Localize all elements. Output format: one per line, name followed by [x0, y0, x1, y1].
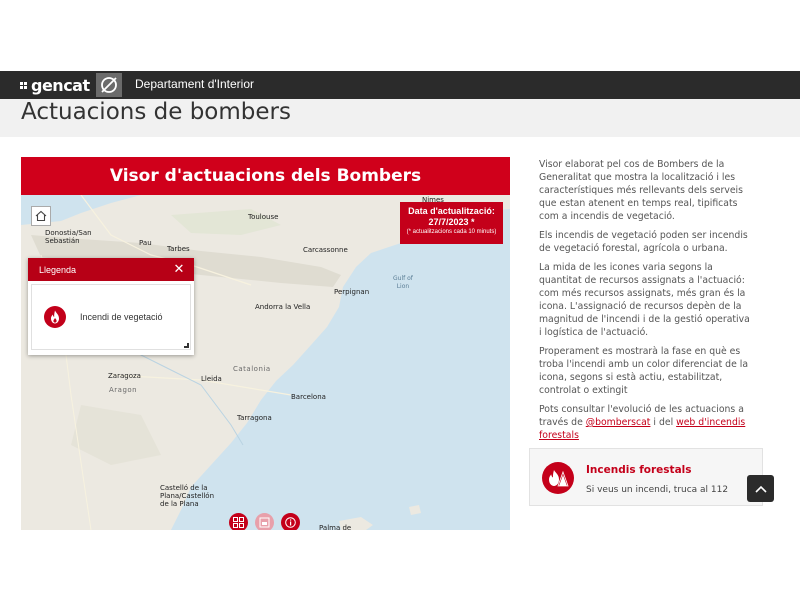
map-label-tarragona: Tarragona	[237, 414, 272, 422]
update-date-box	[400, 202, 503, 244]
description-paragraph-2: Els incendis de vegetació poden ser incendis de vegetació forestal, agrícola o urbana.	[539, 230, 748, 254]
bomberscat-link[interactable]: @bomberscat	[585, 417, 651, 428]
map-label-tarbes: Tarbes	[167, 245, 190, 253]
description-p5-mid: i del	[650, 417, 677, 428]
forest-fires-subtitle: Si veus un incendi, truca al 112	[586, 485, 729, 495]
map-label-barcelona: Barcelona	[291, 393, 326, 401]
description-paragraph-1: Visor elaborat pel cos de Bombers de la Generalitat que mostra la localització i les característiques més rellevants dels serveis que estan atenent en temps real, tipificats com a incendis de vegetació.	[539, 159, 743, 222]
legend-content	[31, 284, 191, 350]
map-label-catalonia: Catalonia	[233, 365, 271, 373]
map-label-andorra: Andorra la Vella	[255, 303, 311, 311]
fire-icon	[44, 306, 66, 328]
forest-fires-title: Incendis forestals	[586, 464, 692, 476]
scroll-to-top-button[interactable]	[747, 475, 774, 502]
map-label-nimes: Nimes	[422, 196, 444, 204]
description-paragraph-3: La mida de les icones varia segons la quantitat de recursos assignats a l'actuació: com més recursos assignats, més gran és la icona. L'assignació de recursos depèn de la magnitud de l'incendi i de la gestió operativa i logística de l'actuació.	[539, 262, 750, 338]
forest-fires-card[interactable]	[529, 448, 763, 506]
map-label-gulf-of-lion: Gulf of Lion	[393, 275, 413, 290]
map-label-donostia: Donostia/San Sebastián	[45, 229, 92, 245]
legend-title: Llegenda	[39, 264, 77, 275]
top-bar	[0, 71, 800, 99]
update-date-note: (* actualitzacions cada 10 minuts)	[406, 229, 497, 235]
layers-button[interactable]	[229, 513, 248, 530]
legend-item-label: Incendi de vegetació	[80, 312, 163, 322]
map-label-toulouse: Toulouse	[248, 213, 279, 221]
department-emblem-icon	[96, 73, 122, 97]
map-label-zaragoza: Zaragoza	[108, 372, 141, 380]
page-title: Actuacions de bombers	[21, 99, 291, 125]
map-label-lleida: Lleida	[201, 375, 222, 383]
forest-fires-web-link[interactable]: web d'incendis forestals	[539, 417, 746, 441]
map-label-aragon: Aragon	[109, 386, 138, 394]
gencat-brand-text: gencat	[31, 75, 90, 95]
legend-header	[28, 258, 194, 281]
gencat-dots-icon	[20, 81, 28, 89]
info-button[interactable]	[281, 513, 300, 530]
description-paragraph-4: Properament es mostrarà la fase en què es troba l'incendi amb un color diferenciat de la icona, segons si està actiu, estabilitzat, controlat o extingit	[539, 346, 749, 396]
home-icon	[35, 210, 47, 222]
map-label-perpignan: Perpignan	[334, 288, 370, 296]
map-label-pau: Pau	[139, 239, 152, 247]
update-date-value: 27/7/2023 *	[428, 217, 475, 227]
forest-fire-icon	[542, 462, 574, 494]
print-button[interactable]	[255, 513, 274, 530]
map-canvas[interactable]	[21, 195, 510, 530]
description-paragraph-5	[539, 403, 754, 442]
description	[539, 158, 754, 448]
chevron-up-icon	[755, 485, 767, 493]
gencat-logo[interactable]	[20, 75, 90, 95]
resize-handle-icon[interactable]	[184, 343, 189, 348]
map-label-carcassonne: Carcassonne	[303, 246, 348, 254]
info-icon	[285, 517, 296, 528]
print-icon	[259, 517, 270, 528]
map-label-palma: Palma de	[319, 524, 352, 530]
map-label-castello: Castelló de la Plana/Castellón de la Plana	[160, 484, 215, 508]
grid-icon	[233, 517, 244, 528]
home-button[interactable]	[31, 206, 51, 226]
update-date-title: Data d'actualització:	[408, 206, 495, 216]
close-icon[interactable]: ✕	[173, 261, 185, 276]
description-p5-prefix: Pots consultar l'evolució de les actuacions a través de	[539, 404, 744, 428]
department-name[interactable]: Departament d'Interior	[135, 77, 255, 91]
legend-panel	[28, 258, 194, 355]
map-toolbar	[229, 513, 300, 530]
map-title: Visor d'actuacions dels Bombers	[21, 157, 510, 195]
